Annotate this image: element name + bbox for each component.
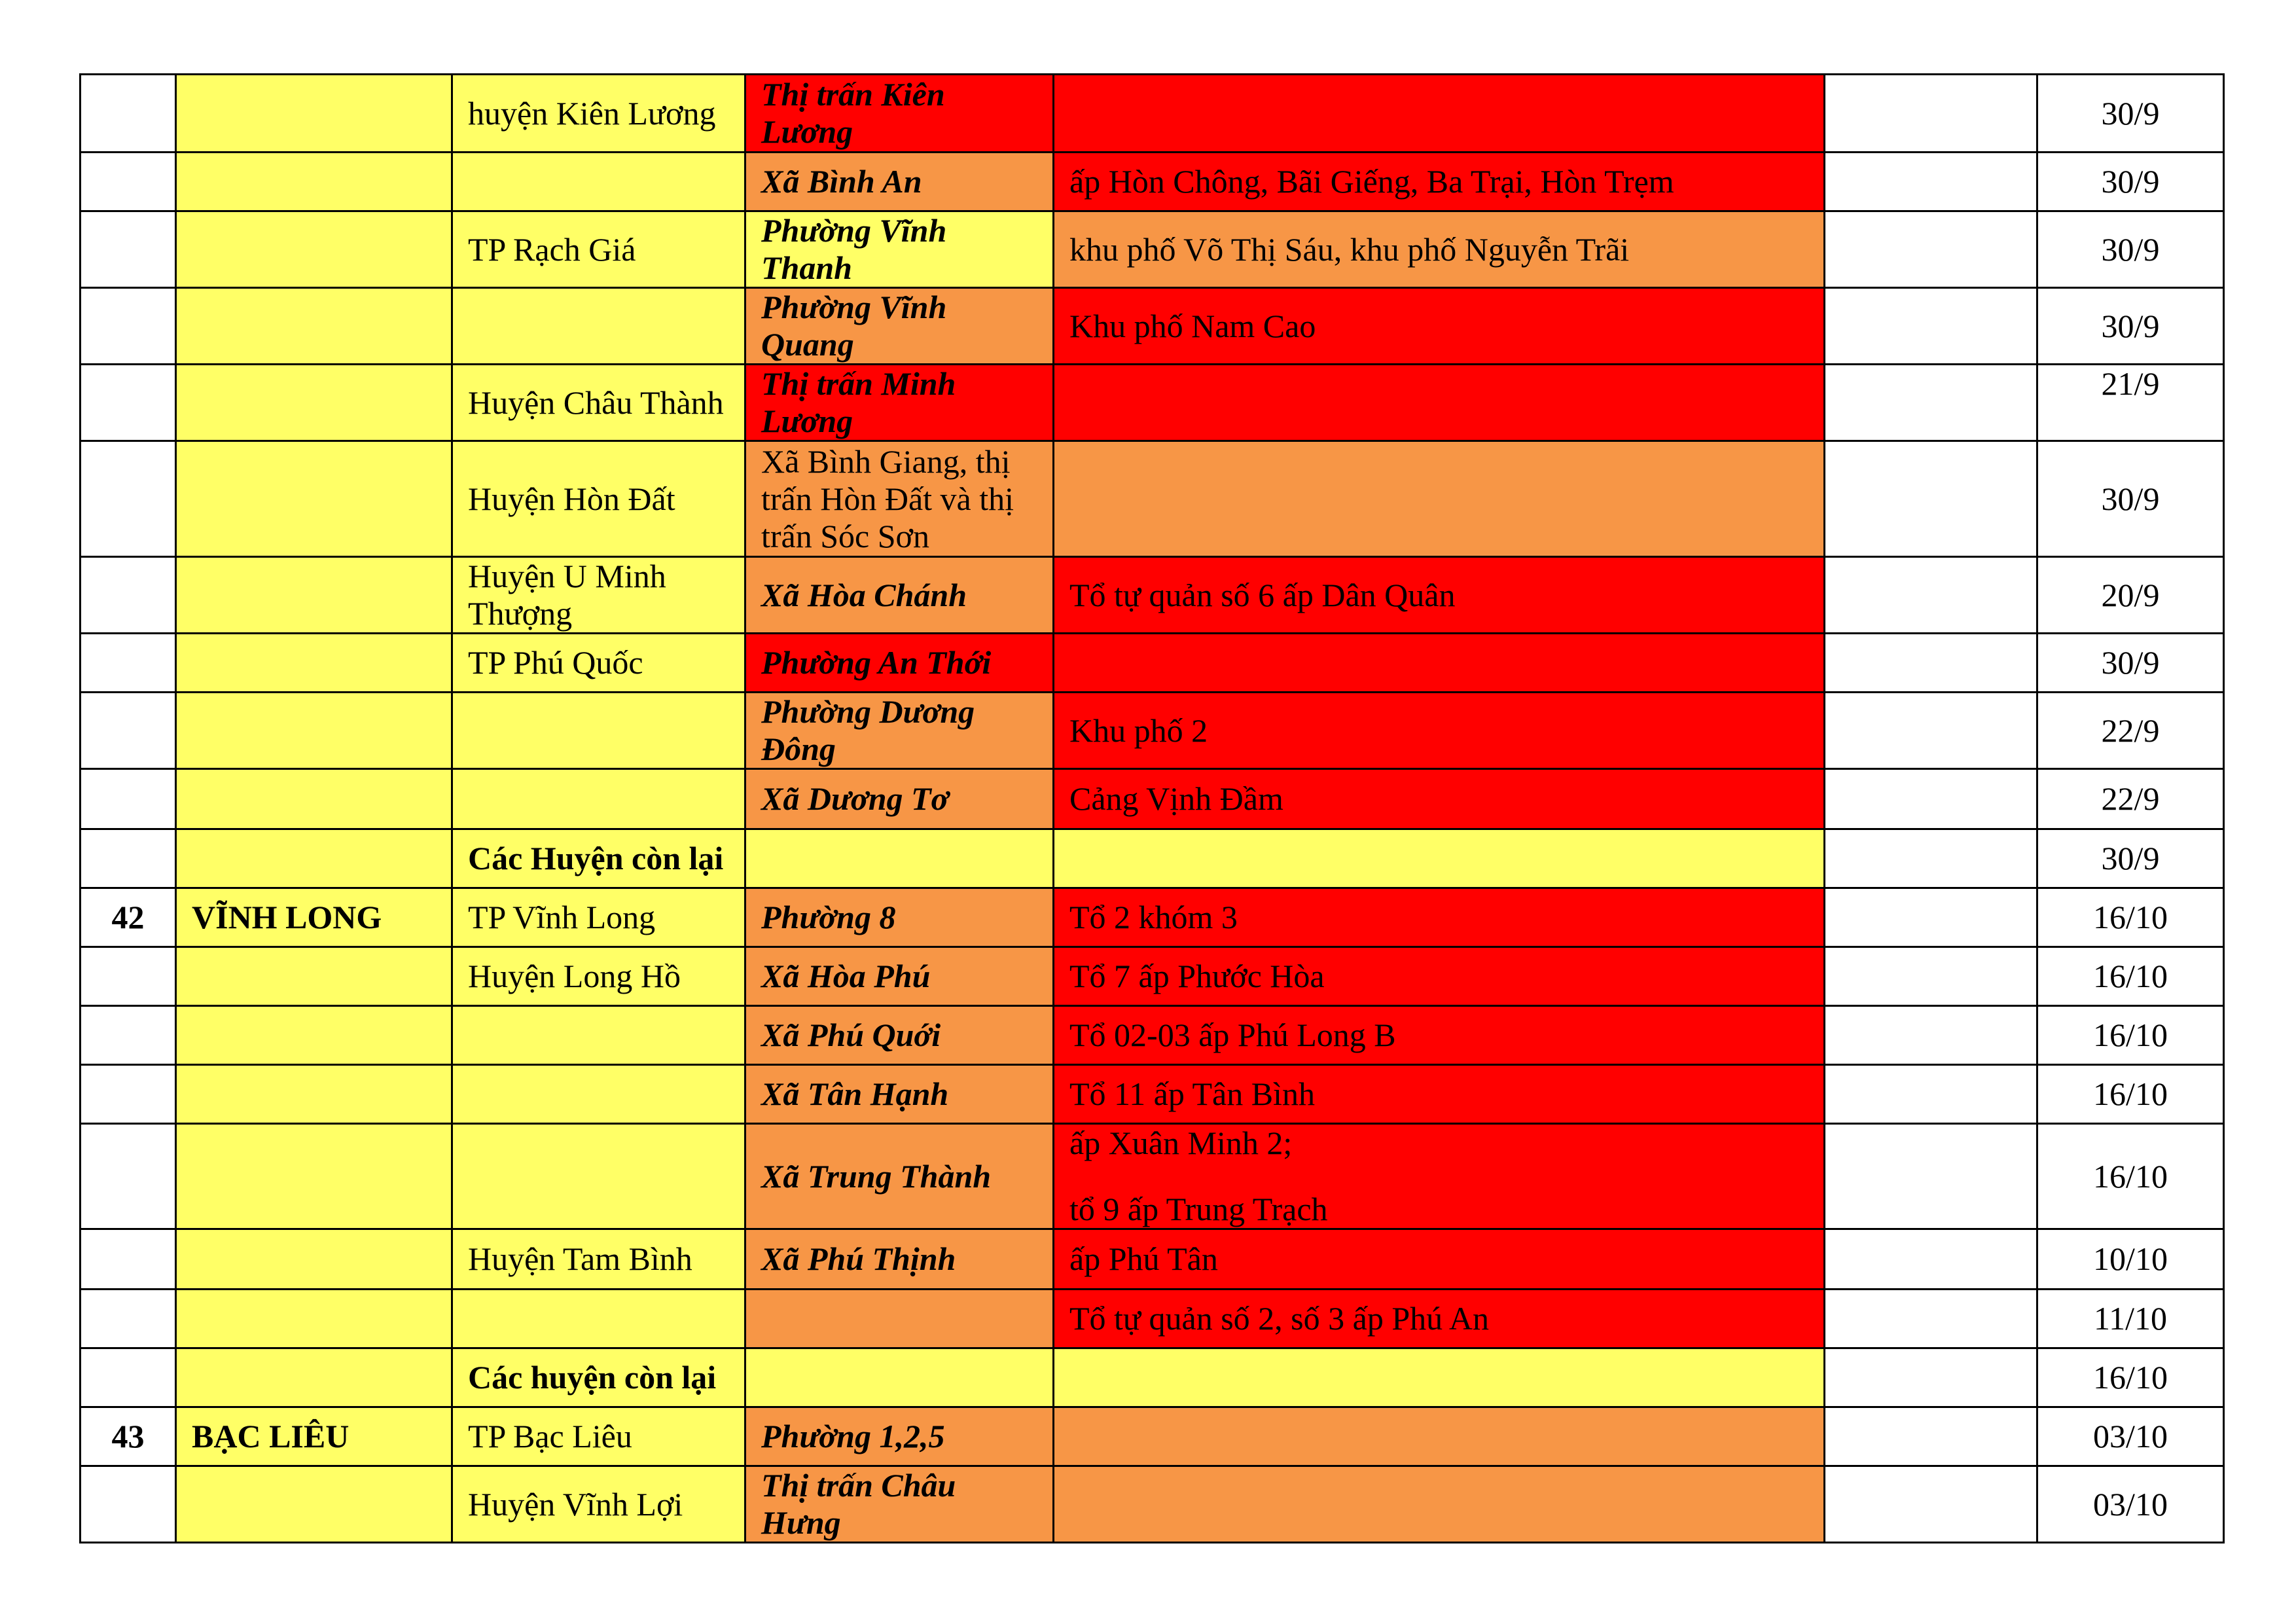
cell-area: ấp Hòn Chông, Bãi Giếng, Ba Trại, Hòn Trẹm [1054,153,1825,211]
table-row [81,1348,2224,1407]
table-row [81,947,2224,1006]
cell-commune: Phường 1,2,5 [745,1407,1054,1466]
table-row [81,888,2224,947]
cell-date: 30/9 [2037,634,2224,693]
cell-blank [1825,365,2037,441]
cell-area [1054,1348,1825,1407]
cell-blank [1825,634,2037,693]
table-row [81,441,2224,557]
cell-district [452,1006,745,1065]
cell-date: 30/9 [2037,829,2224,888]
table-row [81,1006,2224,1065]
table-body [81,75,2224,1543]
cell-line: ấp Xuân Minh 2; [1069,1125,1293,1161]
cell-commune [745,829,1054,888]
cell-blank [1825,75,2037,153]
cell-district: huyện Kiên Lương [452,75,745,153]
cell-number: 43 [81,1407,176,1466]
table-row [81,769,2224,829]
cell-commune: Xã Bình An [745,153,1054,211]
cell-commune: Thị trấn Kiên Lương [745,75,1054,153]
cell-commune: Xã Phú Thịnh [745,1229,1054,1290]
cell-area [1054,75,1825,153]
table-row [81,634,2224,693]
cell-number: 42 [81,888,176,947]
cell-area: khu phố Võ Thị Sáu, khu phố Nguyễn Trãi [1054,211,1825,288]
area-table [79,73,2225,1543]
cell-number [81,829,176,888]
cell-blank [1825,888,2037,947]
cell-blank [1825,1466,2037,1543]
cell-district: TP Rạch Giá [452,211,745,288]
cell-blank [1825,769,2037,829]
cell-province [176,288,452,365]
cell-province [176,1006,452,1065]
table-row [81,557,2224,634]
cell-commune: Xã Hòa Phú [745,947,1054,1006]
cell-line: tổ 9 ấp Trung Trạch [1069,1191,1328,1227]
cell-commune: Xã Tân Hạnh [745,1065,1054,1124]
cell-blank [1825,947,2037,1006]
cell-district: TP Bạc Liêu [452,1407,745,1466]
cell-district: Huyện Long Hồ [452,947,745,1006]
table-row [81,211,2224,288]
table-row [81,1290,2224,1348]
cell-district [452,1290,745,1348]
cell-province [176,1065,452,1124]
cell-commune: Xã Hòa Chánh [745,557,1054,634]
cell-number [81,1006,176,1065]
cell-area [1054,1466,1825,1543]
cell-district: Huyện Tam Bình [452,1229,745,1290]
cell-area: Tổ 02-03 ấp Phú Long B [1054,1006,1825,1065]
cell-blank [1825,1290,2037,1348]
cell-district: Các Huyện còn lại [452,829,745,888]
cell-blank [1825,288,2037,365]
cell-commune: Phường An Thới [745,634,1054,693]
cell-area: Tổ 11 ấp Tân Bình [1054,1065,1825,1124]
cell-province: BẠC LIÊU [176,1407,452,1466]
cell-blank [1825,1407,2037,1466]
table-row [81,1065,2224,1124]
cell-blank [1825,1065,2037,1124]
cell-blank [1825,693,2037,769]
cell-area: Cảng Vịnh Đầm [1054,769,1825,829]
cell-date: 30/9 [2037,153,2224,211]
cell-province [176,1229,452,1290]
cell-date: 16/10 [2037,1348,2224,1407]
cell-date: 16/10 [2037,1124,2224,1229]
cell-number [81,288,176,365]
cell-district: Huyện U Minh Thượng [452,557,745,634]
cell-province [176,1348,452,1407]
cell-blank [1825,829,2037,888]
cell-province [176,153,452,211]
cell-number [81,769,176,829]
cell-province [176,75,452,153]
cell-province [176,211,452,288]
cell-number [81,153,176,211]
cell-blank [1825,1229,2037,1290]
cell-number [81,75,176,153]
cell-commune: Phường Dương Đông [745,693,1054,769]
table-row [81,829,2224,888]
cell-district [452,1124,745,1229]
table-row [81,1124,2224,1229]
cell-date: 11/10 [2037,1290,2224,1348]
cell-number [81,1348,176,1407]
cell-area [1054,365,1825,441]
table-row [81,693,2224,769]
cell-number [81,365,176,441]
cell-commune [745,1348,1054,1407]
cell-district: Huyện Vĩnh Lợi [452,1466,745,1543]
cell-date: 22/9 [2037,769,2224,829]
cell-date: 30/9 [2037,75,2224,153]
cell-number [81,693,176,769]
cell-province [176,634,452,693]
cell-date: 16/10 [2037,947,2224,1006]
cell-province [176,557,452,634]
cell-number [81,1290,176,1348]
cell-date: 03/10 [2037,1407,2224,1466]
cell-date: 30/9 [2037,288,2224,365]
cell-province [176,1466,452,1543]
cell-number [81,211,176,288]
cell-commune: Phường 8 [745,888,1054,947]
cell-date: 16/10 [2037,1006,2224,1065]
cell-commune: Xã Trung Thành [745,1124,1054,1229]
table-row [81,153,2224,211]
cell-district: Các huyện còn lại [452,1348,745,1407]
cell-date: 20/9 [2037,557,2224,634]
cell-province [176,947,452,1006]
cell-number [81,557,176,634]
cell-province [176,829,452,888]
cell-date: 16/10 [2037,1065,2224,1124]
cell-area: Khu phố Nam Cao [1054,288,1825,365]
cell-number [81,1065,176,1124]
cell-commune: Xã Dương Tơ [745,769,1054,829]
cell-blank [1825,211,2037,288]
cell-area [1054,829,1825,888]
cell-area: ấp Phú Tân [1054,1229,1825,1290]
cell-number [81,1229,176,1290]
cell-date: 16/10 [2037,888,2224,947]
cell-number [81,1466,176,1543]
cell-commune: Phường Vĩnh Thanh [745,211,1054,288]
table-row [81,288,2224,365]
cell-area: Tổ 2 khóm 3 [1054,888,1825,947]
cell-date: 10/10 [2037,1229,2224,1290]
cell-blank [1825,1124,2037,1229]
cell-province: VĨNH LONG [176,888,452,947]
cell-date: 30/9 [2037,211,2224,288]
cell-date: 03/10 [2037,1466,2224,1543]
cell-district [452,288,745,365]
cell-date: 22/9 [2037,693,2224,769]
cell-district [452,769,745,829]
cell-province [176,441,452,557]
cell-district: TP Phú Quốc [452,634,745,693]
cell-area [1054,1124,1825,1229]
cell-commune: Xã Bình Giang, thị trấn Hòn Đất và thị trấn Sóc Sơn [745,441,1054,557]
cell-commune: Xã Phú Quới [745,1006,1054,1065]
cell-area [1054,1407,1825,1466]
cell-district: Huyện Hòn Đất [452,441,745,557]
cell-blank [1825,153,2037,211]
cell-number [81,441,176,557]
cell-blank [1825,441,2037,557]
cell-blank [1825,557,2037,634]
cell-area [1054,441,1825,557]
cell-date: 30/9 [2037,441,2224,557]
cell-province [176,693,452,769]
cell-commune: Thị trấn Châu Hưng [745,1466,1054,1543]
cell-number [81,1124,176,1229]
cell-number [81,634,176,693]
cell-blank [1825,1006,2037,1065]
cell-area [1054,634,1825,693]
cell-province [176,365,452,441]
cell-district [452,1065,745,1124]
cell-number [81,947,176,1006]
cell-blank [1825,1348,2037,1407]
cell-area: Khu phố 2 [1054,693,1825,769]
cell-commune: Thị trấn Minh Lương [745,365,1054,441]
table-row [81,1466,2224,1543]
cell-area: Tổ tự quản số 6 ấp Dân Quân [1054,557,1825,634]
cell-province [176,1290,452,1348]
cell-province [176,1124,452,1229]
cell-district: Huyện Châu Thành [452,365,745,441]
table-row [81,75,2224,153]
table-row [81,365,2224,441]
cell-area: Tổ 7 ấp Phước Hòa [1054,947,1825,1006]
cell-commune: Phường Vĩnh Quang [745,288,1054,365]
cell-district [452,153,745,211]
cell-commune [745,1290,1054,1348]
cell-date: 21/9 [2037,365,2224,441]
table-row [81,1229,2224,1290]
cell-district [452,693,745,769]
cell-area: Tổ tự quản số 2, số 3 ấp Phú An [1054,1290,1825,1348]
cell-province [176,769,452,829]
cell-district: TP Vĩnh Long [452,888,745,947]
table-row [81,1407,2224,1466]
